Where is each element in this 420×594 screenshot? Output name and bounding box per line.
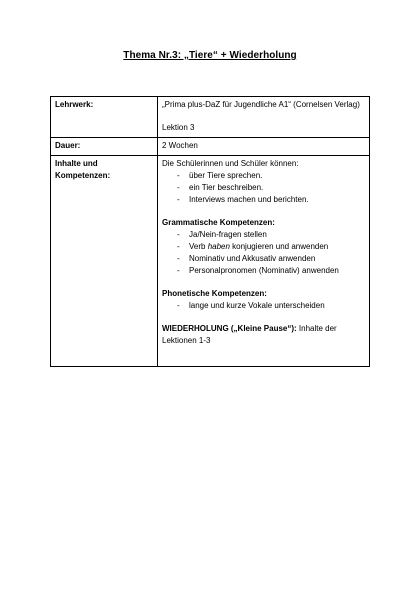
list-item: - Nominativ und Akkusativ anwenden: [162, 253, 365, 265]
lesson-number: Lektion 3: [162, 123, 195, 132]
value-lehrwerk: [158, 97, 370, 138]
list-item: - Ja/Nein-fragen stellen: [162, 229, 365, 241]
label-inhalte: Inhalte und Kompetenzen:: [51, 156, 158, 367]
emphasized-verb: haben: [207, 242, 230, 251]
intro-list: [162, 170, 365, 206]
list-item: - Personalpronomen (Nominativ) anwenden: [162, 265, 365, 277]
lesson-plan-table: [50, 96, 370, 367]
textbook-title: „Prima plus-DaZ für Jugendliche A1“ (Cornelsen Verlag): [162, 100, 360, 109]
review-paragraph: [162, 323, 365, 347]
review-text: Inhalte der Lektionen 1-3: [162, 324, 337, 345]
label-dauer: Dauer:: [51, 138, 158, 156]
value-inhalte: [158, 156, 370, 367]
phonetic-list: [162, 300, 365, 312]
list-item-text: konjugieren und anwenden: [229, 242, 329, 251]
list-item: - über Tiere sprechen.: [162, 170, 365, 182]
value-dauer: 2 Wochen: [158, 138, 370, 156]
grammar-heading: Grammatische Kompetenzen:: [162, 218, 275, 227]
phonetic-heading: Phonetische Kompetenzen:: [162, 289, 267, 298]
intro-text: Die Schülerinnen und Schüler können:: [162, 159, 299, 168]
list-item: [162, 241, 365, 253]
grammar-list: [162, 229, 365, 277]
table-row-inhalte: [51, 156, 370, 367]
list-item: - Interviews machen und berichten.: [162, 194, 365, 206]
label-lehrwerk: Lehrwerk:: [51, 97, 158, 138]
list-item-text: Verb: [189, 242, 208, 251]
review-heading: WIEDERHOLUNG („Kleine Pause“):: [162, 324, 297, 333]
table-row-lehrwerk: [51, 97, 370, 138]
list-item: - lange und kurze Vokale unterscheiden: [162, 300, 365, 312]
table-row-dauer: [51, 138, 370, 156]
list-item: - ein Tier beschreiben.: [162, 182, 365, 194]
page-title: Thema Nr.3: „Tiere“ + Wiederholung: [123, 50, 297, 61]
